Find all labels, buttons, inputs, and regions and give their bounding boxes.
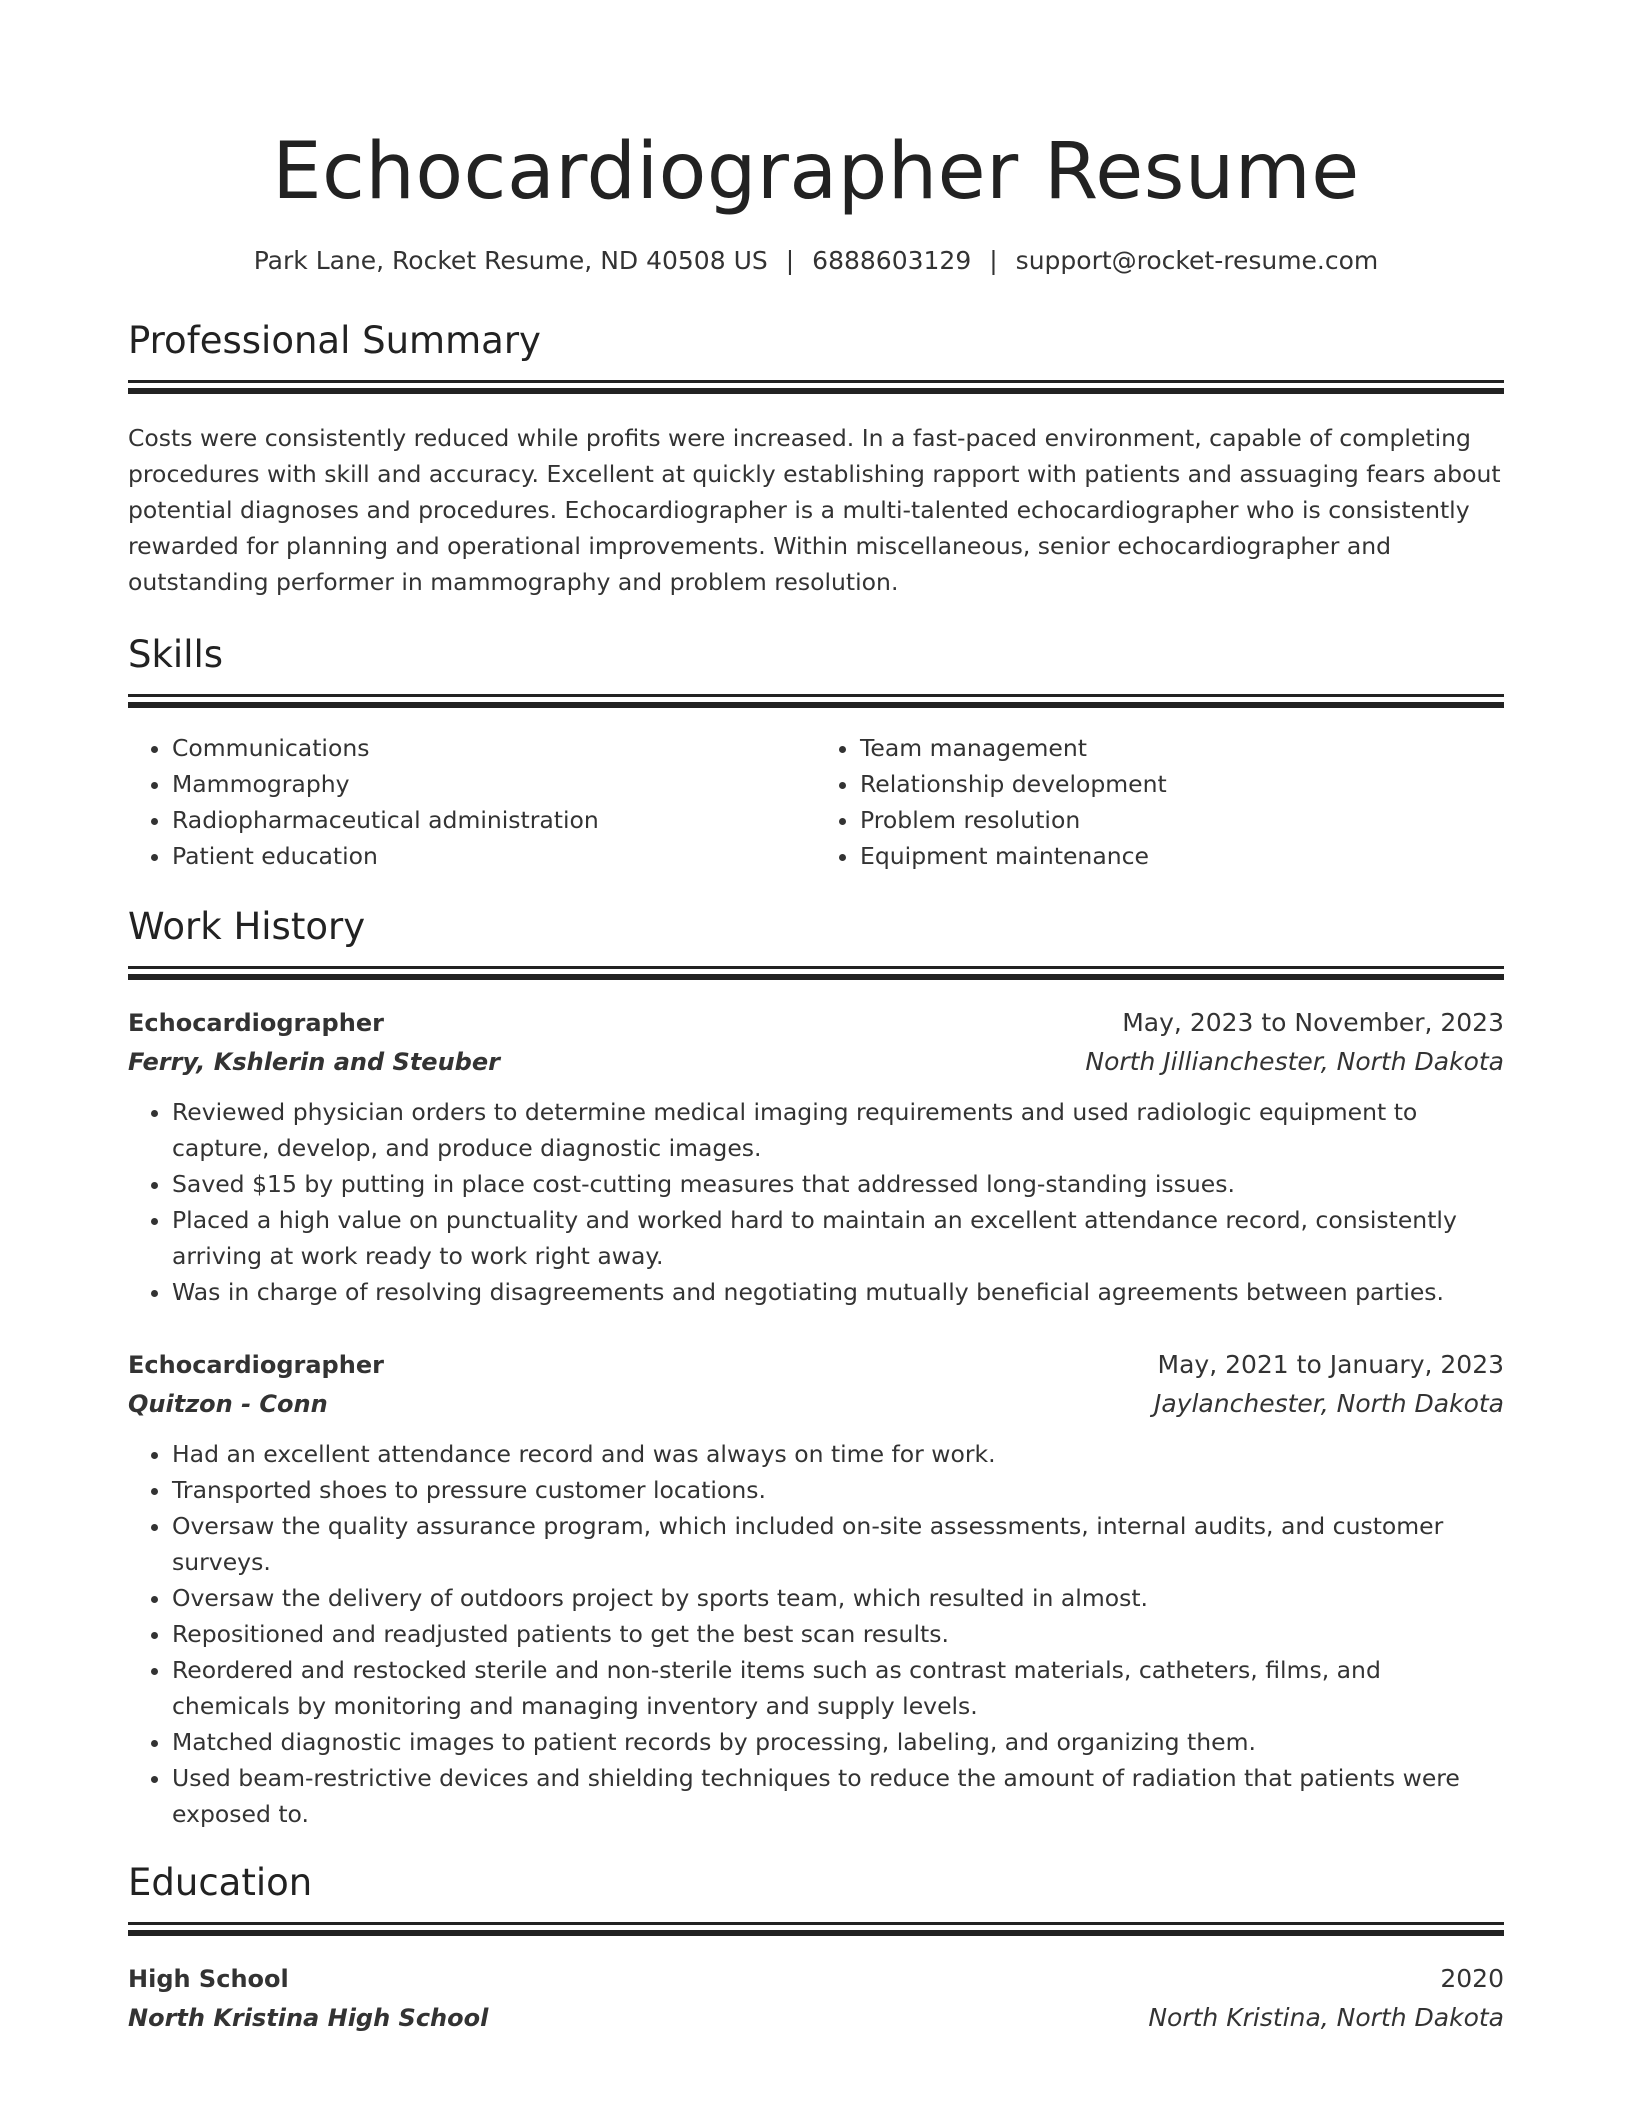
skills-list-right — [816, 730, 1504, 874]
contact-line — [128, 244, 1504, 278]
skill-item: • Team management — [860, 730, 1504, 766]
section-divider — [128, 966, 1504, 969]
skills-section — [128, 630, 1504, 874]
skill-item: • Equipment maintenance — [860, 838, 1504, 874]
summary-section — [128, 316, 1504, 600]
job-title: Echocardiographer — [128, 1351, 384, 1379]
skill-item: • Communications — [172, 730, 816, 766]
job-bullet: • Had an excellent attendance record and was always on time for work. — [172, 1436, 1504, 1472]
job-dates: May, 2023 to November, 2023 — [1122, 1008, 1504, 1037]
job-bullet: • Oversaw the delivery of outdoors project by sports team, which resulted in almost. — [172, 1580, 1504, 1616]
education-section — [128, 1858, 1504, 2038]
skills-list-left — [128, 730, 816, 874]
skill-item: • Radiopharmaceutical administration — [172, 802, 816, 838]
job-dates: May, 2021 to January, 2023 — [1157, 1350, 1504, 1379]
skills-columns — [128, 730, 1504, 874]
education-degree: High School — [128, 1965, 289, 1993]
job-company: Quitzon - Conn — [128, 1390, 328, 1418]
education-location: North Kristina, North Dakota — [1148, 2003, 1504, 2032]
work-section — [128, 902, 1504, 1832]
section-divider — [128, 1922, 1504, 1925]
contact-phone: 6888603129 — [812, 246, 972, 275]
summary-heading: Professional Summary — [128, 319, 541, 362]
section-divider — [128, 380, 1504, 383]
contact-separator: | — [989, 246, 998, 275]
job-bullet: • Placed a high value on punctuality and worked hard to maintain an excellent attendance record, consistently arriving at work ready to work right away. — [172, 1202, 1504, 1274]
summary-text: Costs were consistently reduced while profits were increased. In a fast-paced environment, capable of completing procedures with skill and accuracy. Excellent at quickly establishing rapport with patients and assuaging fears about potential diagnoses and procedures. Echocardiographer is a multi-talented echocardiographer who is consistently rewarded for planning and operational improvements. Within miscellaneous, senior echocardiographer and outstanding performer in mammography and problem resolution. — [128, 424, 1501, 596]
job-bullet: • Oversaw the quality assurance program, which included on-site assessments, internal audits, and customer surveys. — [172, 1508, 1504, 1580]
contact-address: Park Lane, Rocket Resume, ND 40508 US — [253, 246, 768, 275]
contact-email[interactable]: support@rocket-resume.com — [1015, 246, 1379, 275]
job-bullets — [128, 1094, 1504, 1310]
education-school: North Kristina High School — [128, 2004, 489, 2032]
job-bullet: • Reviewed physician orders to determine medical imaging requirements and used radiologic equipment to capture, develop, and produce diagnostic images. — [172, 1094, 1504, 1166]
job-company: Ferry, Kshlerin and Steuber — [128, 1048, 500, 1076]
job-location: Jaylanchester, North Dakota — [1154, 1389, 1504, 1418]
job-bullet: • Repositioned and readjusted patients to get the best scan results. — [172, 1616, 1504, 1652]
work-heading: Work History — [128, 905, 366, 948]
job-entry — [128, 1346, 1504, 1832]
job-bullet: • Reordered and restocked sterile and non-sterile items such as contrast materials, catheters, films, and chemicals by monitoring and managing inventory and supply levels. — [172, 1652, 1504, 1724]
resume-title: Echocardiographer Resume — [272, 127, 1360, 217]
contact-separator: | — [785, 246, 795, 275]
job-bullet: • Used beam-restrictive devices and shielding techniques to reduce the amount of radiation that patients were exposed to. — [172, 1760, 1504, 1832]
job-bullet: • Transported shoes to pressure customer locations. — [172, 1472, 1504, 1508]
education-entry — [128, 1960, 1504, 2038]
job-bullet: • Was in charge of resolving disagreements and negotiating mutually beneficial agreements between parties. — [172, 1274, 1504, 1310]
job-bullet: • Saved $15 by putting in place cost-cutting measures that addressed long-standing issues. — [172, 1166, 1504, 1202]
skill-item: • Patient education — [172, 838, 816, 874]
skill-item: • Relationship development — [860, 766, 1504, 802]
education-year: 2020 — [1440, 1964, 1504, 1993]
skills-heading: Skills — [128, 633, 224, 676]
job-bullet: • Matched diagnostic images to patient records by processing, labeling, and organizing them. — [172, 1724, 1504, 1760]
skill-item: • Mammography — [172, 766, 816, 802]
job-title: Echocardiographer — [128, 1009, 384, 1037]
job-entry — [128, 1004, 1504, 1310]
job-location: North Jillianchester, North Dakota — [1085, 1047, 1504, 1076]
section-divider — [128, 694, 1504, 697]
job-bullets — [128, 1436, 1504, 1832]
education-heading: Education — [128, 1861, 313, 1904]
skill-item: • Problem resolution — [860, 802, 1504, 838]
